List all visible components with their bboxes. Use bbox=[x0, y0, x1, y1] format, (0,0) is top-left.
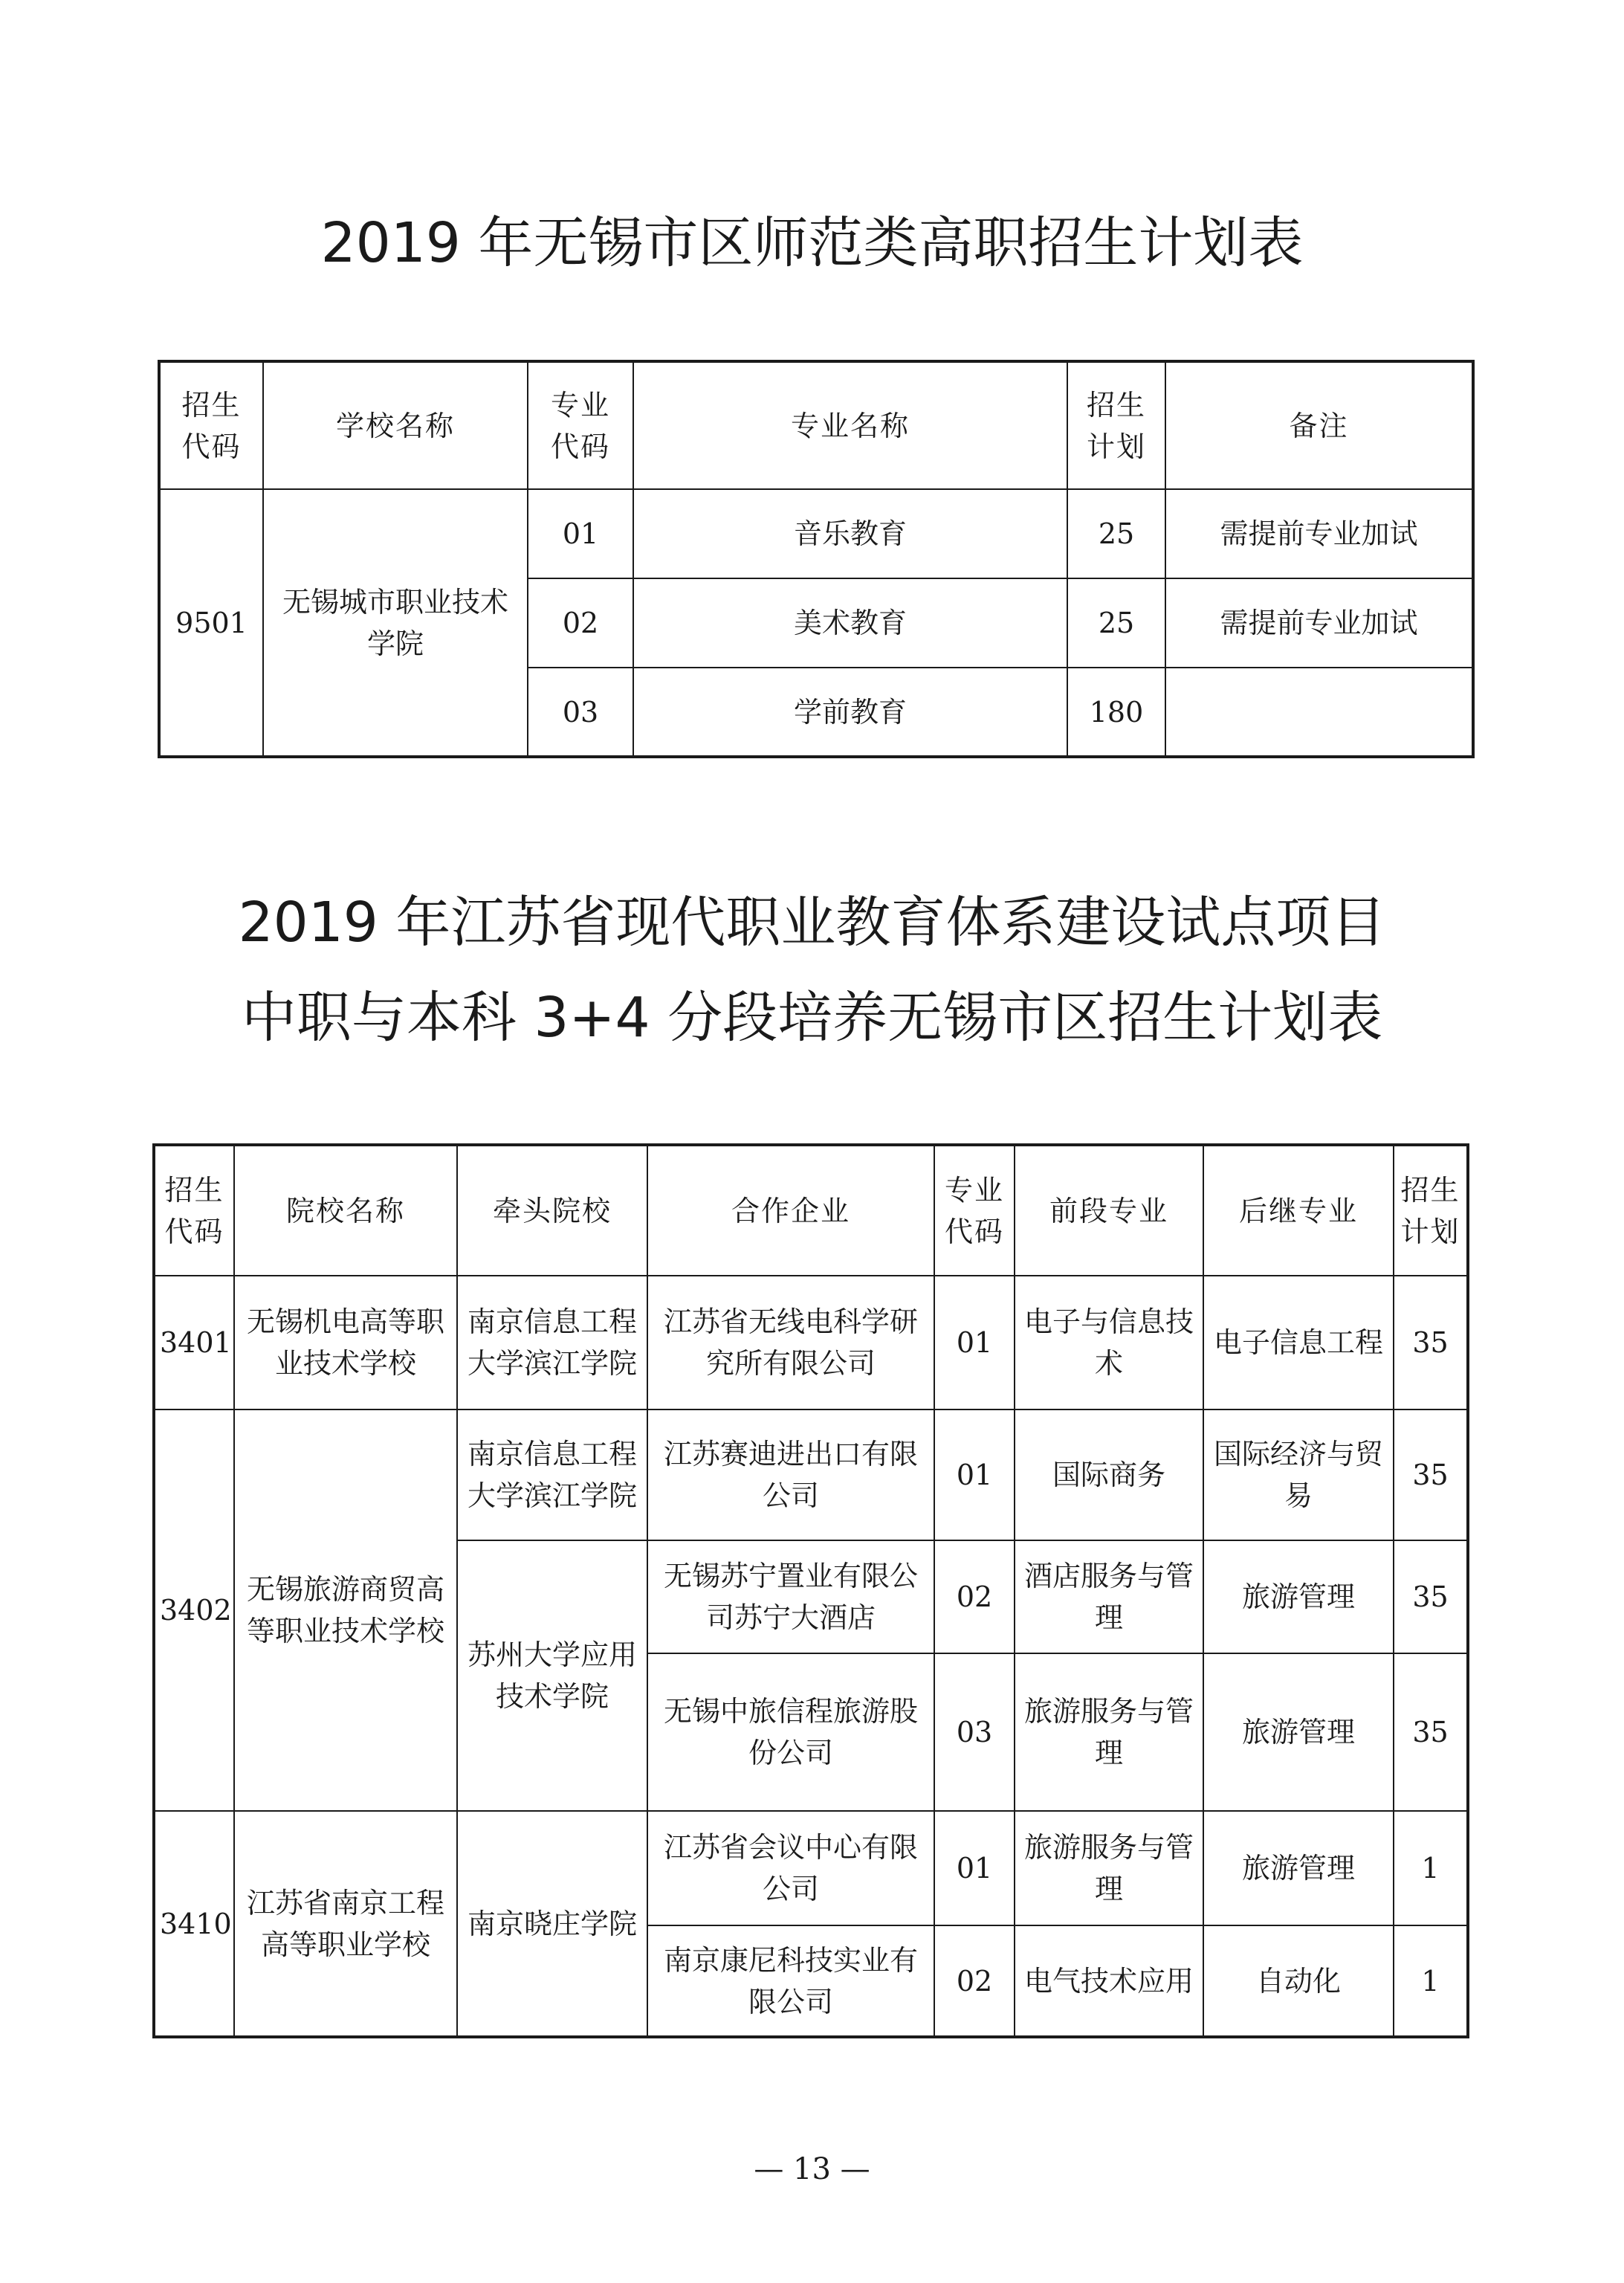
note-cell bbox=[1165, 668, 1473, 757]
table-header-row bbox=[159, 361, 1473, 489]
major-code-cell: 02 bbox=[528, 578, 633, 668]
major-name-cell: 美术教育 bbox=[633, 578, 1067, 668]
major-code-cell: 02 bbox=[934, 1540, 1015, 1653]
school-name-cell: 江苏省南京工程高等职业学校 bbox=[234, 1811, 457, 2037]
table1-title: 2019 年无锡市区师范类高职招生计划表 bbox=[320, 211, 1304, 275]
header-partner-company: 合作企业 bbox=[647, 1145, 934, 1276]
enroll-code-cell: 3410 bbox=[154, 1811, 234, 2037]
back-major-cell: 旅游管理 bbox=[1203, 1811, 1394, 1925]
note-cell: 需提前专业加试 bbox=[1165, 578, 1473, 668]
major-code-cell: 02 bbox=[934, 1925, 1015, 2037]
plan-cell: 35 bbox=[1394, 1409, 1468, 1540]
plan-cell: 35 bbox=[1394, 1540, 1468, 1653]
front-major-cell: 电子与信息技术 bbox=[1015, 1276, 1203, 1409]
header-school-name: 学校名称 bbox=[263, 361, 528, 489]
table-row bbox=[154, 1409, 1468, 1540]
front-major-cell: 电气技术应用 bbox=[1015, 1925, 1203, 2037]
teacher-college-plan-table bbox=[158, 360, 1475, 758]
partner-company-cell: 江苏省无线电科学研究所有限公司 bbox=[647, 1276, 934, 1409]
table-row bbox=[154, 1811, 1468, 1925]
header-enroll-plan: 招生 计划 bbox=[1067, 361, 1165, 489]
partner-company-cell: 南京康尼科技实业有限公司 bbox=[647, 1925, 934, 2037]
partner-company-cell: 无锡苏宁置业有限公司苏宁大酒店 bbox=[647, 1540, 934, 1653]
header-lead-university: 牵头院校 bbox=[457, 1145, 647, 1276]
table-row bbox=[159, 489, 1473, 578]
enroll-code-cell: 3401 bbox=[154, 1276, 234, 1409]
front-major-cell: 旅游服务与管理 bbox=[1015, 1653, 1203, 1811]
back-major-cell: 国际经济与贸易 bbox=[1203, 1409, 1394, 1540]
lead-university-cell: 南京信息工程大学滨江学院 bbox=[457, 1276, 647, 1409]
back-major-cell: 自动化 bbox=[1203, 1925, 1394, 2037]
partner-company-cell: 江苏赛迪进出口有限公司 bbox=[647, 1409, 934, 1540]
school-name-cell: 无锡城市职业技术学院 bbox=[263, 489, 528, 757]
enroll-code-cell: 3402 bbox=[154, 1409, 234, 1811]
major-code-cell: 03 bbox=[934, 1653, 1015, 1811]
lead-university-cell: 苏州大学应用技术学院 bbox=[457, 1540, 647, 1811]
plan-cell: 1 bbox=[1394, 1925, 1468, 2037]
plan-cell: 35 bbox=[1394, 1276, 1468, 1409]
partner-company-cell: 江苏省会议中心有限公司 bbox=[647, 1811, 934, 1925]
major-code-cell: 01 bbox=[528, 489, 633, 578]
header-enroll-plan: 招生 计划 bbox=[1394, 1145, 1468, 1276]
plan-cell: 25 bbox=[1067, 578, 1165, 668]
major-name-cell: 学前教育 bbox=[633, 668, 1067, 757]
table-row bbox=[154, 1276, 1468, 1409]
school-name-cell: 无锡机电高等职业技术学校 bbox=[234, 1276, 457, 1409]
lead-university-cell: 南京信息工程大学滨江学院 bbox=[457, 1409, 647, 1540]
major-code-cell: 01 bbox=[934, 1276, 1015, 1409]
enroll-code-cell: 9501 bbox=[159, 489, 263, 757]
major-code-cell: 01 bbox=[934, 1811, 1015, 1925]
major-name-cell: 音乐教育 bbox=[633, 489, 1067, 578]
header-enroll-code: 招生 代码 bbox=[159, 361, 263, 489]
header-enroll-code: 招生 代码 bbox=[154, 1145, 234, 1276]
header-major-code: 专业 代码 bbox=[528, 361, 633, 489]
header-major-code: 专业 代码 bbox=[934, 1145, 1015, 1276]
table2-title-line2: 中职与本科 3+4 分段培养无锡市区招生计划表 bbox=[241, 986, 1383, 1050]
partner-company-cell: 无锡中旅信程旅游股份公司 bbox=[647, 1653, 934, 1811]
school-name-cell: 无锡旅游商贸高等职业技术学校 bbox=[234, 1409, 457, 1811]
plan-cell: 25 bbox=[1067, 489, 1165, 578]
front-major-cell: 国际商务 bbox=[1015, 1409, 1203, 1540]
major-code-cell: 01 bbox=[934, 1409, 1015, 1540]
header-back-major: 后继专业 bbox=[1203, 1145, 1394, 1276]
front-major-cell: 酒店服务与管理 bbox=[1015, 1540, 1203, 1653]
plan-cell: 1 bbox=[1394, 1811, 1468, 1925]
plan-cell: 35 bbox=[1394, 1653, 1468, 1811]
lead-university-cell: 南京晓庄学院 bbox=[457, 1811, 647, 2037]
header-school-name: 院校名称 bbox=[234, 1145, 457, 1276]
front-major-cell: 旅游服务与管理 bbox=[1015, 1811, 1203, 1925]
three-plus-four-plan-table bbox=[152, 1143, 1469, 2038]
plan-cell: 180 bbox=[1067, 668, 1165, 757]
note-cell: 需提前专业加试 bbox=[1165, 489, 1473, 578]
major-code-cell: 03 bbox=[528, 668, 633, 757]
table2-title-line1: 2019 年江苏省现代职业教育体系建设试点项目 bbox=[238, 891, 1386, 955]
page-number: — 13 — bbox=[754, 2152, 870, 2186]
header-note: 备注 bbox=[1165, 361, 1473, 489]
back-major-cell: 电子信息工程 bbox=[1203, 1276, 1394, 1409]
back-major-cell: 旅游管理 bbox=[1203, 1540, 1394, 1653]
header-major-name: 专业名称 bbox=[633, 361, 1067, 489]
header-front-major: 前段专业 bbox=[1015, 1145, 1203, 1276]
back-major-cell: 旅游管理 bbox=[1203, 1653, 1394, 1811]
table-header-row bbox=[154, 1145, 1468, 1276]
